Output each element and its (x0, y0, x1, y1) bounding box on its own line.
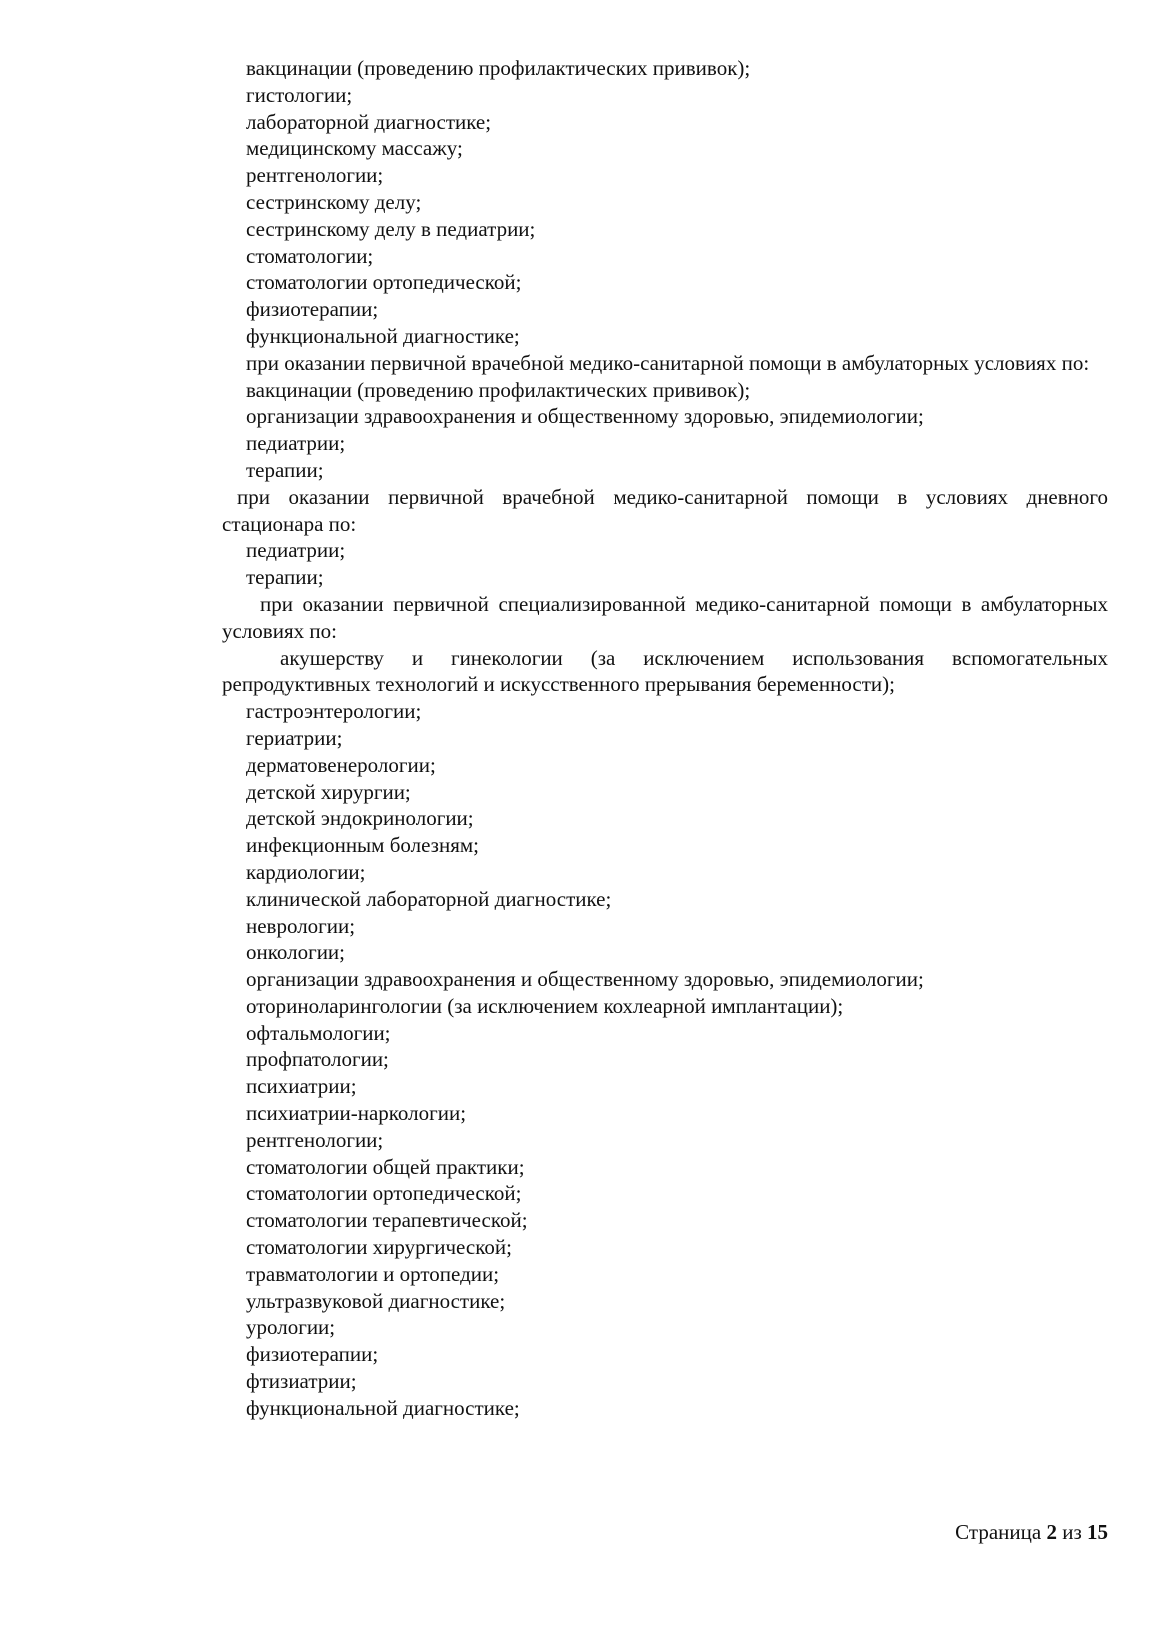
list-item: стоматологии общей практики; (246, 1154, 525, 1179)
list-item: сестринскому делу в педиатрии; (246, 216, 536, 241)
section-paragraph-primary-physician-ambulatory: при оказании первичной врачебной медико-санитарной помощи в амбулаторных условиях по: (246, 350, 1090, 375)
list-item: стоматологии; (246, 243, 374, 268)
list-item: гериатрии; (246, 725, 343, 750)
list-item: стоматологии терапевтической; (246, 1208, 528, 1233)
list-item: стоматологии ортопедической; (246, 270, 522, 295)
section-paragraph-primary-physician-day-hospital: при оказании первичной врачебной медико-санитарной помощи в условиях дневного стационара по: (222, 484, 1108, 536)
document-body (222, 55, 1108, 1422)
list-item: медицинскому массажу; (246, 136, 463, 161)
list-item: фтизиатрии; (246, 1369, 357, 1394)
list-item: стоматологии хирургической; (246, 1235, 512, 1260)
list-item: вакцинации (проведению профилактических прививок); (246, 377, 751, 402)
list-item: функциональной диагностике; (246, 323, 520, 348)
list-item: физиотерапии; (246, 1342, 379, 1367)
list-item: функциональной диагностике; (246, 1395, 520, 1420)
list-item: офтальмологии; (246, 1020, 391, 1045)
list-item: клинической лабораторной диагностике; (246, 886, 612, 911)
current-page: 2 (1046, 1520, 1057, 1544)
list-item: вакцинации (проведению профилактических прививок); (246, 56, 751, 80)
list-item: терапии; (246, 457, 324, 482)
list-block-4 (222, 698, 1108, 1422)
list-item: рентгенологии; (246, 163, 384, 188)
list-item: организации здравоохранения и общественному здоровью, эпидемиологии; (246, 404, 924, 429)
list-item: инфекционным болезням; (246, 833, 479, 858)
list-block-1 (222, 55, 1108, 350)
list-item: травматологии и ортопедии; (246, 1261, 500, 1286)
page-number (955, 1520, 1108, 1545)
total-pages: 15 (1087, 1520, 1108, 1544)
list-item: психиатрии; (246, 1074, 357, 1099)
list-item: профпатологии; (246, 1047, 389, 1072)
list-block-3 (222, 537, 1108, 591)
list-item: гистологии; (246, 82, 353, 107)
list-item: оториноларингологии (за исключением кохлеарной имплантации); (246, 993, 844, 1018)
list-item: психиатрии-наркологии; (246, 1101, 467, 1126)
list-item: дерматовенерологии; (246, 752, 436, 777)
list-item: терапии; (246, 565, 324, 590)
list-item: педиатрии; (246, 431, 346, 456)
list-item: урологии; (246, 1315, 336, 1340)
list-item: детской хирургии; (246, 779, 411, 804)
section-paragraph-primary-specialized-ambulatory: при оказании первичной специализированной медико-санитарной помощи в амбулаторных условиях по: (222, 591, 1108, 643)
list-item: стоматологии ортопедической; (246, 1181, 522, 1206)
list-item: рентгенологии; (246, 1127, 384, 1152)
list-item: гастроэнтерологии; (246, 699, 422, 724)
list-item: лабораторной диагностике; (246, 109, 492, 134)
page-separator: из (1062, 1520, 1082, 1544)
list-item: сестринскому делу; (246, 189, 422, 214)
page-label: Страница (955, 1520, 1042, 1544)
list-item: ультразвуковой диагностике; (246, 1288, 506, 1313)
list-item: кардиологии; (246, 859, 366, 884)
list-item: организации здравоохранения и общественному здоровью, эпидемиологии; (246, 967, 924, 992)
list-item: онкологии; (246, 940, 346, 965)
list-item: детской эндокринологии; (246, 806, 474, 831)
list-item-obstetrics: акушерству и гинекологии (за исключением использования вспомогательных репродуктивных технологий и искусственного прерывания беременности); (222, 645, 1108, 697)
list-item: неврологии; (246, 913, 356, 938)
list-item: физиотерапии; (246, 297, 379, 322)
list-item: педиатрии; (246, 538, 346, 563)
list-block-2 (222, 377, 1108, 484)
